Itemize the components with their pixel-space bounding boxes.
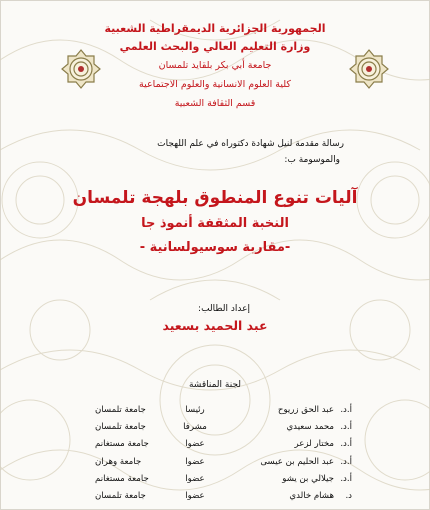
jury-member-name: عبد الحليم بن عيسى — [260, 457, 334, 467]
jury-member-role: رئيسا — [185, 405, 205, 415]
jury-member-role: عضوا — [185, 439, 205, 449]
jury-member-university: جامعة مستغانم — [95, 439, 149, 449]
jury-member-row — [0, 439, 430, 452]
jury-member-name: جيلالي بن يشو — [282, 474, 334, 484]
thesis-intro-line-2: والموسومة ب: — [284, 155, 340, 165]
jury-member-title: د. — [345, 491, 352, 501]
jury-member-title: أ.د. — [340, 474, 352, 484]
student-label: إعداد الطالب: — [198, 304, 250, 314]
jury-member-university: جامعة وهران — [95, 457, 142, 467]
jury-member-university: جامعة تلمسان — [95, 405, 146, 415]
republic-name: الجمهورية الجزائرية الديمقراطية الشعبية — [104, 22, 326, 35]
university-name: جامعة أبي بكر بلقايد تلمسان — [158, 60, 272, 71]
jury-heading: لجنة المناقشة — [188, 380, 241, 390]
jury-member-title: أ.د. — [340, 405, 352, 415]
jury-member-row — [0, 422, 430, 435]
jury-member-title: أ.د. — [340, 422, 352, 432]
faculty-name: كلية العلوم الانسانية والعلوم الاجتماعية — [139, 79, 291, 90]
jury-member-role: عضوا — [185, 474, 205, 484]
jury-member-row — [0, 405, 430, 418]
jury-member-title: أ.د. — [340, 439, 352, 449]
jury-member-role: عضوا — [185, 491, 205, 501]
jury-member-row — [0, 474, 430, 487]
thesis-title: آليات تنوع المنطوق بلهجة تلمسان — [72, 188, 358, 208]
jury-member-name: عبد الحق زريوح — [277, 405, 334, 415]
jury-member-name: مختار لزعر — [294, 439, 334, 449]
thesis-approach: -مقاربة سوسيولسانية - — [139, 240, 291, 255]
thesis-subtitle: النخبة المثقفة أنموذ جا — [141, 216, 289, 231]
jury-member-row — [0, 457, 430, 470]
ministry-name: وزارة التعليم العالي والبحث العلمي — [119, 40, 311, 53]
jury-member-university: جامعة مستغانم — [95, 474, 149, 484]
jury-member-role: مشرفا — [183, 422, 207, 432]
jury-member-university: جامعة تلمسان — [95, 422, 146, 432]
student-name: عبد الحميد بسعيد — [162, 318, 268, 333]
jury-member-university: جامعة تلمسان — [95, 491, 146, 501]
jury-member-title: أ.د. — [340, 457, 352, 467]
department-name: قسم الثقافة الشعبية — [174, 98, 256, 109]
jury-member-name: محمد سعيدي — [286, 422, 334, 432]
thesis-intro-line-1: رسالة مقدمة لنيل شهادة دكتوراه في علم اللهجات — [157, 139, 344, 149]
jury-member-row — [0, 491, 430, 504]
jury-member-name: هشام خالدي — [289, 491, 334, 501]
jury-member-role: عضوا — [185, 457, 205, 467]
